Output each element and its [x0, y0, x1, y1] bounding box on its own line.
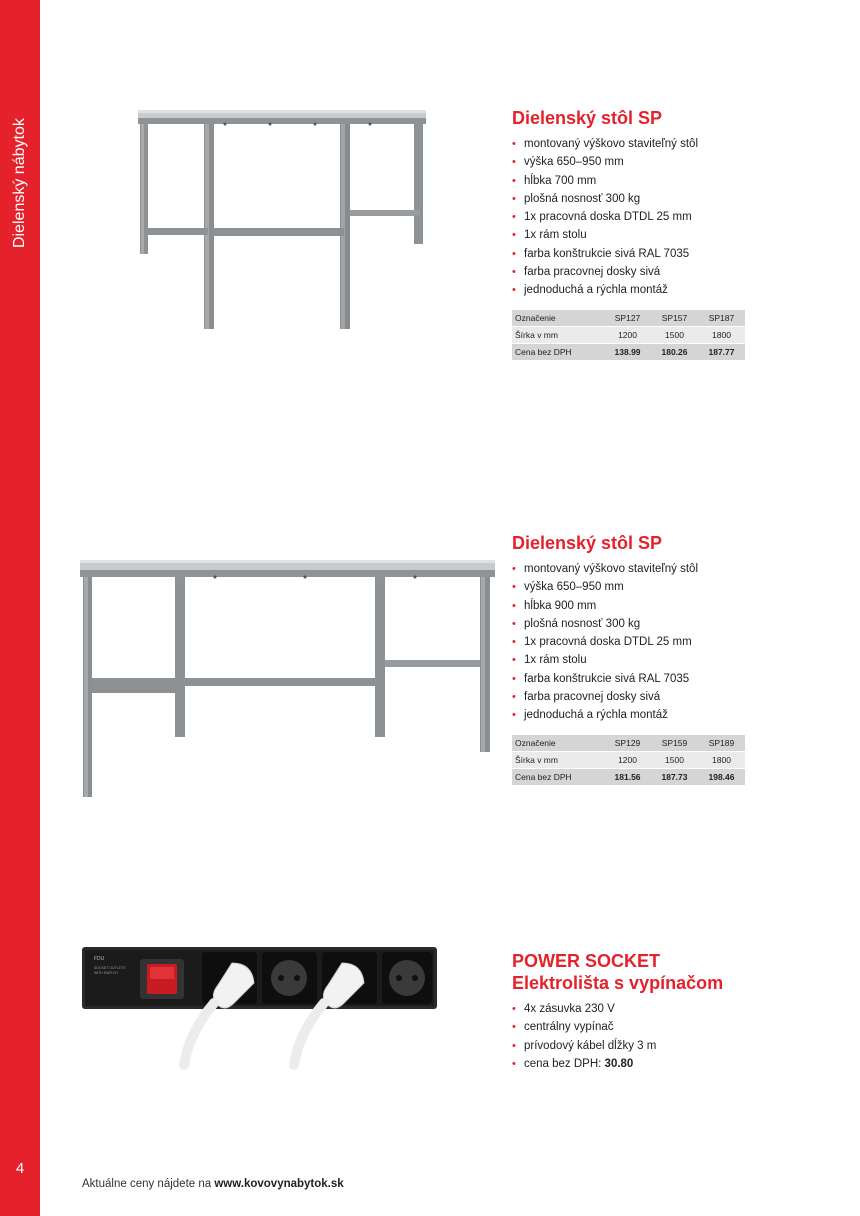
- list-item: • 4x zásuvka 230 V: [512, 1000, 752, 1018]
- sidebar: [0, 0, 40, 1216]
- list-item: • 1x rám stolu: [512, 226, 752, 244]
- list-item: • 1x rám stolu: [512, 651, 752, 669]
- table-cell: Označenie: [512, 735, 604, 752]
- product-workbench-700: [512, 107, 752, 361]
- table-cell: Šírka v mm: [512, 751, 604, 768]
- table-cell: 1800: [698, 326, 745, 343]
- workbench-image-2: [75, 550, 500, 800]
- table-cell: SP157: [651, 310, 698, 327]
- list-item: • plošná nosnosť 300 kg: [512, 190, 752, 208]
- list-item: • plošná nosnosť 300 kg: [512, 615, 752, 633]
- page-number: 4: [15, 1160, 25, 1177]
- website-link[interactable]: www.kovovynabytok.sk: [214, 1178, 344, 1190]
- footer: [82, 1178, 344, 1190]
- table-cell: 1500: [651, 326, 698, 343]
- table-cell: Cena bez DPH: [512, 768, 604, 785]
- list-item: • jednoduchá a rýchla montáž: [512, 281, 752, 299]
- price-cell: 181.56: [604, 768, 651, 785]
- product-power-socket: [512, 950, 752, 1073]
- price-value: 30.80: [604, 1057, 634, 1070]
- table-cell: Označenie: [512, 310, 604, 327]
- table-cell: 1800: [698, 751, 745, 768]
- table-cell: SP127: [604, 310, 651, 327]
- list-item: • farba pracovnej dosky sivá: [512, 263, 752, 281]
- table-row: [512, 343, 745, 360]
- list-item: • centrálny vypínač: [512, 1018, 752, 1036]
- price-cell: 187.73: [651, 768, 698, 785]
- list-item: • farba pracovnej dosky sivá: [512, 688, 752, 706]
- table-cell: SP189: [698, 735, 745, 752]
- feature-list: [512, 560, 752, 725]
- list-item: • hĺbka 900 mm: [512, 597, 752, 615]
- feature-list: [512, 135, 752, 300]
- price-cell: 198.46: [698, 768, 745, 785]
- workbench-image-1: [130, 100, 430, 335]
- list-item: • montovaný výškovo staviteľný stôl: [512, 135, 752, 153]
- list-item: • farba konštrukcie sivá RAL 7035: [512, 245, 752, 263]
- price-cell: 180.26: [651, 343, 698, 360]
- table-row: [512, 310, 745, 327]
- list-item: • farba konštrukcie sivá RAL 7035: [512, 670, 752, 688]
- product-title: POWER SOCKET: [512, 951, 661, 971]
- product-workbench-900: [512, 532, 752, 786]
- price-cell: 138.99: [604, 343, 651, 360]
- table-cell: Cena bez DPH: [512, 343, 604, 360]
- table-row: [512, 768, 745, 785]
- footer-text: Aktuálne ceny nájdete na: [82, 1178, 215, 1190]
- product-subtitle: Elektrolišta s vypínačom: [512, 973, 724, 993]
- feature-list: [512, 1000, 752, 1073]
- list-item: • 1x pracovná doska DTDL 25 mm: [512, 633, 752, 651]
- power-socket-image: [82, 945, 442, 1070]
- table-cell: SP129: [604, 735, 651, 752]
- table-row: [512, 751, 745, 768]
- list-item: • 1x pracovná doska DTDL 25 mm: [512, 208, 752, 226]
- table-row: [512, 326, 745, 343]
- strip-label: FDU: [94, 956, 105, 962]
- section-label: Dielenský nábytok: [11, 118, 28, 248]
- list-item: [512, 1055, 752, 1073]
- table-cell: SP159: [651, 735, 698, 752]
- table-row: [512, 735, 745, 752]
- list-item: • prívodový kábel dĺžky 3 m: [512, 1037, 752, 1055]
- spec-table: [512, 735, 745, 786]
- product-title: Dielenský stôl SP: [512, 533, 663, 553]
- strip-label: WITH SWITCH: [94, 971, 118, 975]
- table-cell: 1500: [651, 751, 698, 768]
- price-cell: 187.77: [698, 343, 745, 360]
- list-item: • hĺbka 700 mm: [512, 172, 752, 190]
- table-cell: 1200: [604, 326, 651, 343]
- spec-table: [512, 310, 745, 361]
- table-cell: 1200: [604, 751, 651, 768]
- list-item: • jednoduchá a rýchla montáž: [512, 706, 752, 724]
- list-item: • montovaný výškovo staviteľný stôl: [512, 560, 752, 578]
- price-label: cena bez DPH:: [524, 1057, 605, 1070]
- table-cell: Šírka v mm: [512, 326, 604, 343]
- table-cell: SP187: [698, 310, 745, 327]
- list-item: • výška 650–950 mm: [512, 578, 752, 596]
- product-title: Dielenský stôl SP: [512, 108, 663, 128]
- strip-label: SOCKET OUTLETS: [94, 966, 126, 970]
- list-item: • výška 650–950 mm: [512, 153, 752, 171]
